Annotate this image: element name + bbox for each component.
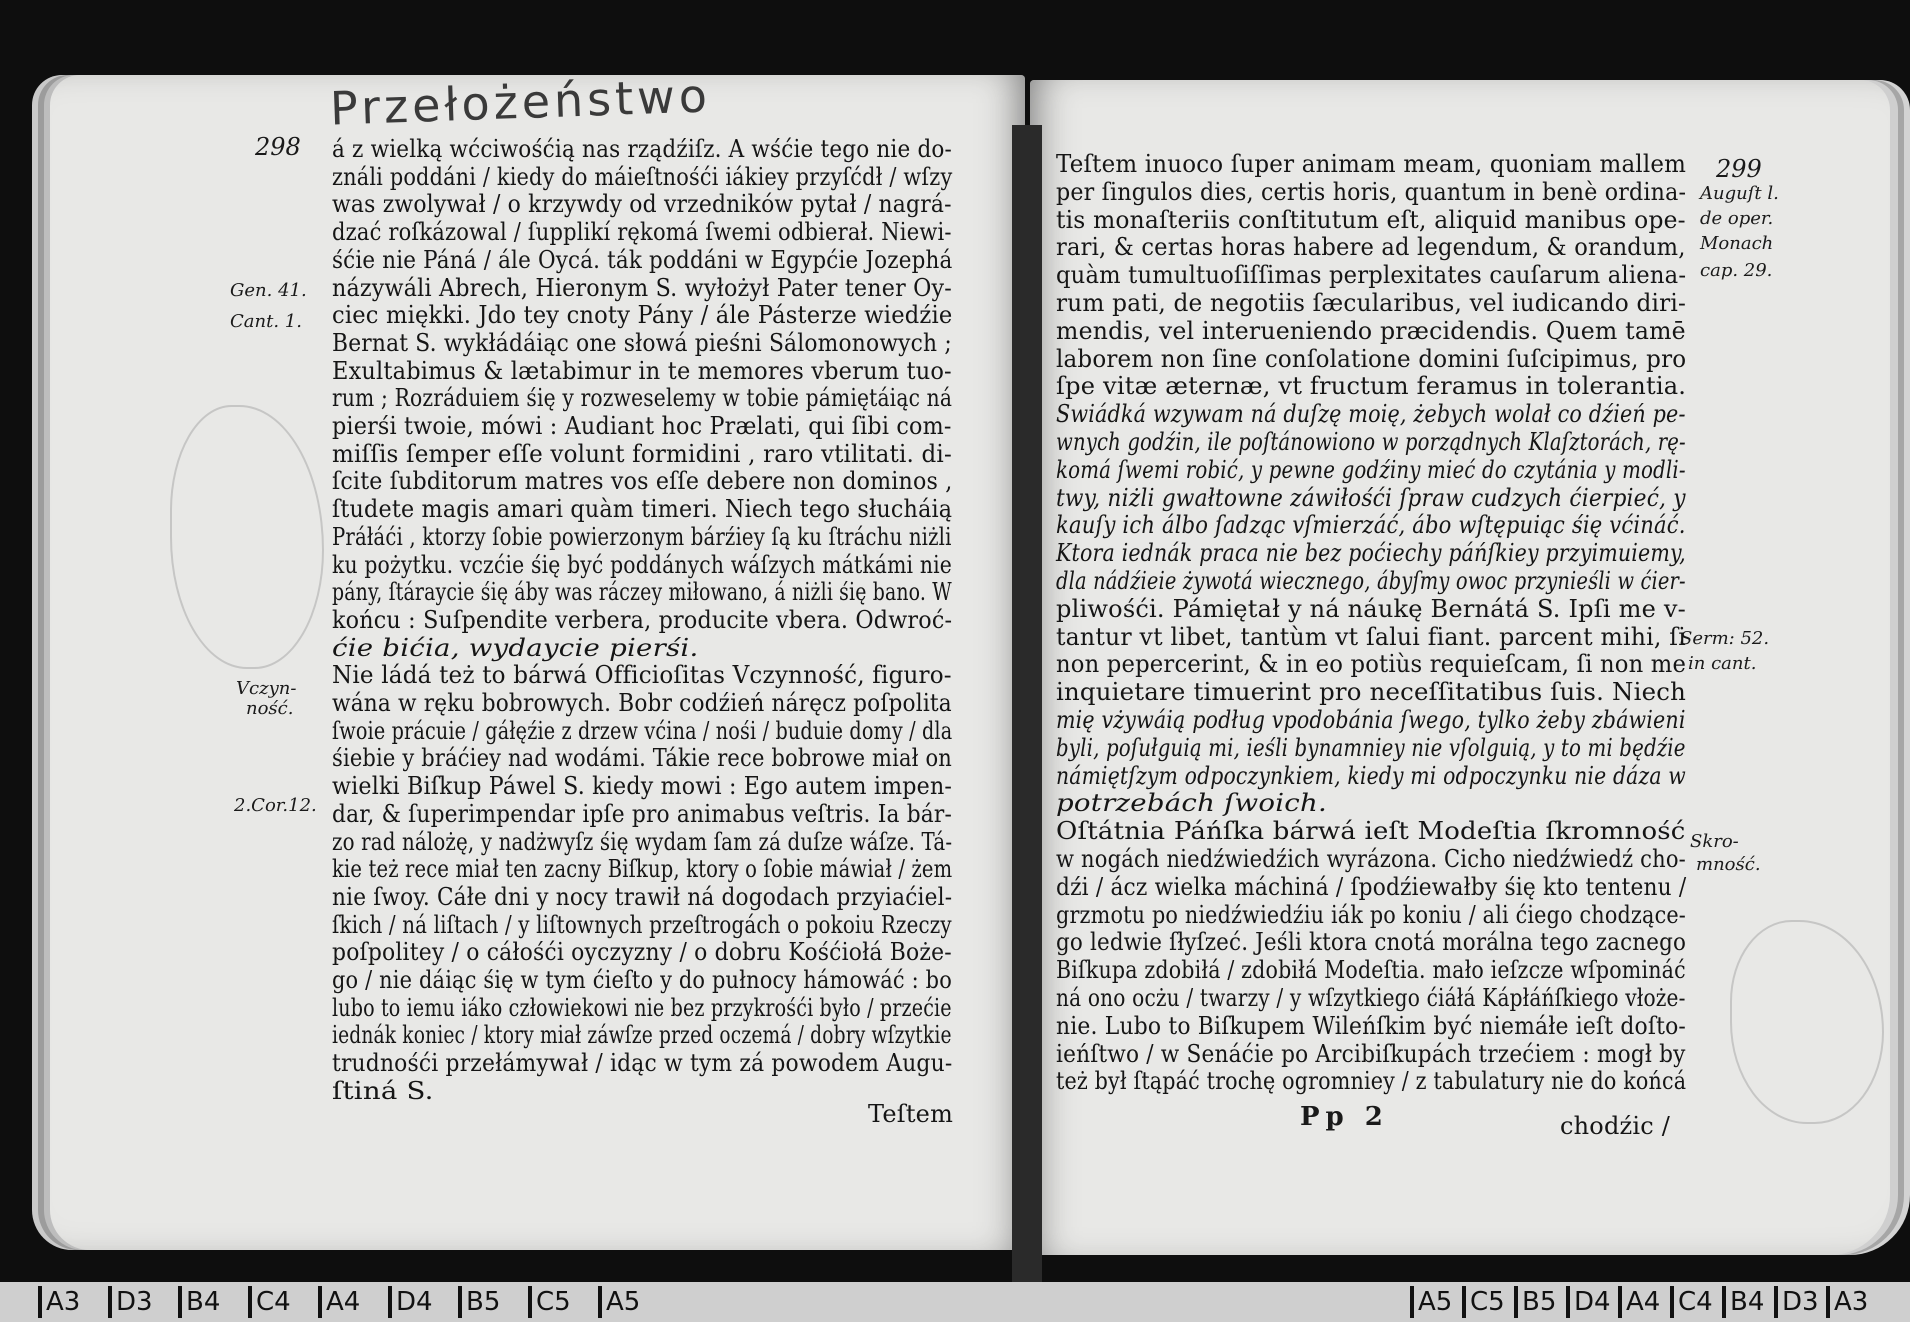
- text-line: go ledwie ſłyſzeć. Jeśli ktora cnotá morálna tego zacnego: [1056, 928, 1687, 957]
- text-line: go / nie dáiąc śię w tym ćieſto y do pułnocy hámowáć : bo: [332, 966, 952, 994]
- right-margin-note: Serm: 52.: [1680, 628, 1770, 649]
- text-line: komá ſwemi robić, y pewne godźiny mieć do czytánia y modli-: [1056, 455, 1686, 484]
- ruler-label: A3: [1826, 1286, 1868, 1318]
- right-margin-note: cap. 29.: [1700, 260, 1773, 281]
- text-line: śiebie y bráćiey nad wodámi. Tákie rece bobrowe miał on: [332, 744, 953, 773]
- text-line: rari, & certas horas habere ad legendum, & orandum,: [1056, 233, 1686, 262]
- text-line: ku pożytku. vczćie śię być poddánych wáſzych mátkámi nie: [332, 550, 952, 579]
- text-line: kauſy ich álbo ſadząc vſmierzáć, ábo wſtępuiąc śię vćináć.: [1056, 511, 1686, 540]
- left-page-number: 298: [255, 133, 301, 161]
- text-line: ználi poddáni / kiedy do máieſtnośći iákiey przyſćdł / wſzy: [332, 162, 953, 191]
- text-line: Oſtátnia Páńſka bárwá ieſt Modeſtia ſkromność: [1056, 817, 1686, 846]
- text-line: byli, poſułguią mi, ieśli bynamniey nie vſolguią, y to mi będźie: [1056, 733, 1686, 762]
- text-line: ciec miękki. Jdo tey cnoty Pány / ále Pásterze wiedźie: [332, 301, 953, 330]
- text-line: potrzebách ſwoich.: [1056, 789, 1328, 818]
- text-line: iednák koniec / ktory miał záwſze przed oczemá / dobry wſzytkie: [332, 1021, 952, 1050]
- right-margin-note: Skro-: [1690, 831, 1739, 852]
- right-margin-note: Auguſt l.: [1700, 183, 1779, 204]
- text-line: Biſkupa zdobiłá / zdobiłá Modeſtia. mało ieſzcze wſpomináć: [1056, 956, 1686, 985]
- text-line: Ktora iednák praca nie bez poćiechy páńſkiey przyimuiemy,: [1056, 539, 1686, 568]
- text-line: wnych godźin, ile poſtánowiono w porządnych Klaſztorách, rę-: [1056, 428, 1686, 456]
- text-line: mię vżywáią podług vpodobánia ſwego, tylko żeby zbáwieni: [1056, 706, 1686, 734]
- ruler-label: A4: [318, 1286, 360, 1318]
- ruler-label: B5: [1514, 1286, 1556, 1318]
- text-line: Exultabimus & lætabimur in te memores vberum tuo-: [332, 356, 952, 385]
- ruler-label: B4: [178, 1286, 220, 1318]
- text-line: Práłáći , ktorzy ſobie powierzonym bárźiey ſą ku ſtráchu niżli: [332, 522, 952, 551]
- text-line: zo rad nálożę, y nadżwyſz śię wydam ſam zá duſze wáſze. Tá-: [332, 827, 953, 856]
- left-margin-note: Cant. 1.: [230, 311, 302, 332]
- text-line: ſtudete magis amari quàm timeri. Niech tego słucháią: [332, 495, 953, 524]
- ruler-label: D4: [388, 1286, 433, 1318]
- left-margin-note: Vczyn-: [236, 678, 297, 699]
- text-line: pierśi twoie, mówi : Audiant hoc Prælati, qui ſibi com-: [332, 412, 952, 440]
- text-line: grzmotu po niedźwiedźiu iák po koniu / ali ćiego chodzące-: [1056, 900, 1686, 929]
- text-line: pliwośći. Pámiętał y ná náukę Bernátá S. Ipſi me v-: [1056, 594, 1686, 623]
- text-line: tantur vt libet, tantùm vt ſalui fiant. parcent mihi, ſi: [1056, 622, 1686, 651]
- book-gutter: [1012, 125, 1042, 1285]
- text-line: Swiádká wzywam ná duſzę moię, żebych wolał co dźień pe-: [1056, 400, 1686, 429]
- left-catchword: Teſtem: [868, 1100, 954, 1128]
- text-line: dźi / ácz wielka máchiná / ſpodźiewałby śię kto tentenu /: [1056, 872, 1687, 901]
- text-line: mendis, vel interueniendo præcidendis. Quem tamē: [1056, 316, 1686, 345]
- text-line: nie. Lubo to Biſkupem Wileńſkim być niemáłe ieſt doſto-: [1056, 1011, 1686, 1040]
- text-line: non pepercerint, & in eo potiùs requieſcam, ſi non me: [1056, 650, 1687, 679]
- text-line: quàm tumultuoſiſſimas perplexitates cauſarum aliena-: [1056, 261, 1687, 290]
- right-catchword: chodźic /: [1560, 1112, 1670, 1140]
- ruler-label: A4: [1618, 1286, 1660, 1318]
- text-line: wána w ręku bobrowych. Bobr codźień náręcz poſpolita: [332, 689, 952, 717]
- text-line: ná ono ocżu / twarzy / y wſzytkiego ćiáłá Kápłáńſkiego vłoże-: [1056, 984, 1686, 1012]
- ruler-label: A5: [1410, 1286, 1452, 1318]
- text-line: śćie nie Páná / ále Oycá. ták poddáni w Egypćie Jozephá: [332, 245, 953, 274]
- text-line: kie też rece miał ten zacny Biſkup, ktory o ſobie máwiał / żem: [332, 855, 953, 884]
- text-line: Bernat S. wykłádáiąc one słowá pieśni Sálomonowych ;: [332, 328, 952, 357]
- ruler-label: D3: [1774, 1286, 1819, 1318]
- left-margin-note: 2.Cor.12.: [234, 795, 317, 816]
- left-margin-note: ność.: [246, 698, 294, 719]
- ruler-label: B5: [458, 1286, 500, 1318]
- text-line: ſwoie prácuie / gáłęźie z drzew vćina / nośi / buduie domy / dla: [332, 716, 953, 745]
- text-line: rum pati, de negotiis ſæcularibus, vel iudicando diri-: [1056, 289, 1687, 317]
- ruler-label: D4: [1566, 1286, 1611, 1318]
- right-margin-note: de oper.: [1700, 208, 1774, 229]
- text-line: ſcite ſubditorum matres vos eſſe debere non dominos ,: [332, 467, 953, 496]
- library-stamp: [1730, 920, 1884, 1124]
- text-line: was zwolywał / o krzywdy od vrzedników pytał / nagrá-: [332, 190, 952, 219]
- right-page-number: 299: [1716, 155, 1762, 183]
- text-line: też był ſtąpáć trochę ogromniey / z tabulatury nie do końcá: [1056, 1067, 1687, 1096]
- library-stamp: [170, 405, 324, 669]
- text-line: laborem non ſine conſolatione domini ſuſcipimus, pro: [1056, 344, 1687, 373]
- text-line: trudnośći przełámywał / idąc w tym zá powodem Augu-: [332, 1049, 953, 1078]
- text-line: w nogách niedźwiedźich wyrázona. Cicho niedźwiedź cho-: [1056, 845, 1686, 873]
- ruler-label: C4: [1670, 1286, 1713, 1318]
- text-line: názywáli Abrech, Hieronym S. wyłożył Pater tener Oy-: [332, 273, 952, 302]
- right-margin-note: mność.: [1696, 854, 1761, 875]
- text-line: dar, & ſuperimpendar ipſe pro animabus veſtris. Ia bár-: [332, 799, 952, 828]
- text-line: wielki Biſkup Páwel S. kiedy mowi : Ego autem impen-: [332, 772, 953, 801]
- ruler-label: C4: [248, 1286, 291, 1318]
- text-line: końcu : Suſpendite verbera, producite vbera. Odwroć-: [332, 605, 953, 634]
- text-line: twy, niżli gwałtowne záwiłośći ſpraw cudzych ćierpieć, y: [1056, 483, 1686, 512]
- ruler-label: D3: [108, 1286, 153, 1318]
- ruler-label: A3: [38, 1286, 80, 1318]
- text-line: Teſtem inuoco ſuper animam meam, quoniam mallem: [1056, 150, 1687, 178]
- text-line: rum ; Rozráduiem śię y rozweselemy w tobie pámiętáiąc ná: [332, 384, 953, 413]
- signature-mark: Pp 2: [1300, 1102, 1389, 1132]
- text-line: tis monaſteriis conſtitutum eſt, aliquid manibus ope-: [1056, 205, 1686, 234]
- text-line: námiętſzym odpoczynkiem, kiedy mi odpoczynku nie dáza w: [1056, 761, 1686, 790]
- text-line: ćie bićia, wydaycie pierśi.: [332, 633, 699, 662]
- color-calibration-ruler: [0, 1282, 1910, 1322]
- text-line: per ſingulos dies, certis horis, quantum in benè ordina-: [1056, 177, 1687, 206]
- text-line: miſſis ſemper eſſe volunt formidini , raro vtilitati. di-: [332, 439, 952, 468]
- text-line: pány, ſtáraycie śię áby was ráczey miłowano, á niżli śię bano. W: [332, 578, 952, 607]
- right-margin-note: Monach: [1700, 233, 1774, 254]
- text-line: nie ſwoy. Cáłe dni y nocy trawił ná dogodach przyiaćiel-: [332, 882, 953, 911]
- ruler-label: C5: [1462, 1286, 1505, 1318]
- text-line: Nie ládá też to bárwá Officioſitas Vczynność, figuro-: [332, 661, 952, 690]
- left-margin-note: Gen. 41.: [230, 280, 307, 301]
- text-line: ieńſtwo / w Senáćie po Arcibiſkupách trzećiem : mogł by: [1056, 1039, 1686, 1068]
- ruler-label: C5: [528, 1286, 571, 1318]
- text-line: dzać roſkázowal / ſupplikí rękomá ſwemi odbierał. Niewi-: [332, 218, 952, 247]
- text-line: poſpolitey / o cáłośći oyczyzny / o dobru Kośćiołá Boże-: [332, 938, 952, 967]
- ruler-label: B4: [1722, 1286, 1764, 1318]
- text-line: ſpe vitæ æternæ, vt fructum feramus in tolerantia.: [1056, 372, 1687, 401]
- text-line: á z wielką wćciwośćią nas rządźiſz. A wśćie tego nie do-: [332, 135, 953, 163]
- text-line: ſtiná S.: [332, 1076, 434, 1105]
- handwritten-note: Przełożeństwo: [329, 68, 712, 136]
- text-line: dla nádźieie żywotá wiecznego, ábyſmy owoc przynieśli w ćier-: [1056, 567, 1686, 595]
- text-line: ſkich / ná liſtach / y liſtownych przeſtrogách o pokoiu Rzeczy: [332, 910, 952, 939]
- ruler-label: A5: [598, 1286, 640, 1318]
- right-margin-note: in cant.: [1688, 653, 1757, 674]
- text-line: lubo to iemu iáko człowiekowi nie bez przykrośći było / przećie: [332, 993, 952, 1022]
- text-line: inquietare timuerint pro neceſſitatibus ſuis. Niech: [1056, 678, 1686, 707]
